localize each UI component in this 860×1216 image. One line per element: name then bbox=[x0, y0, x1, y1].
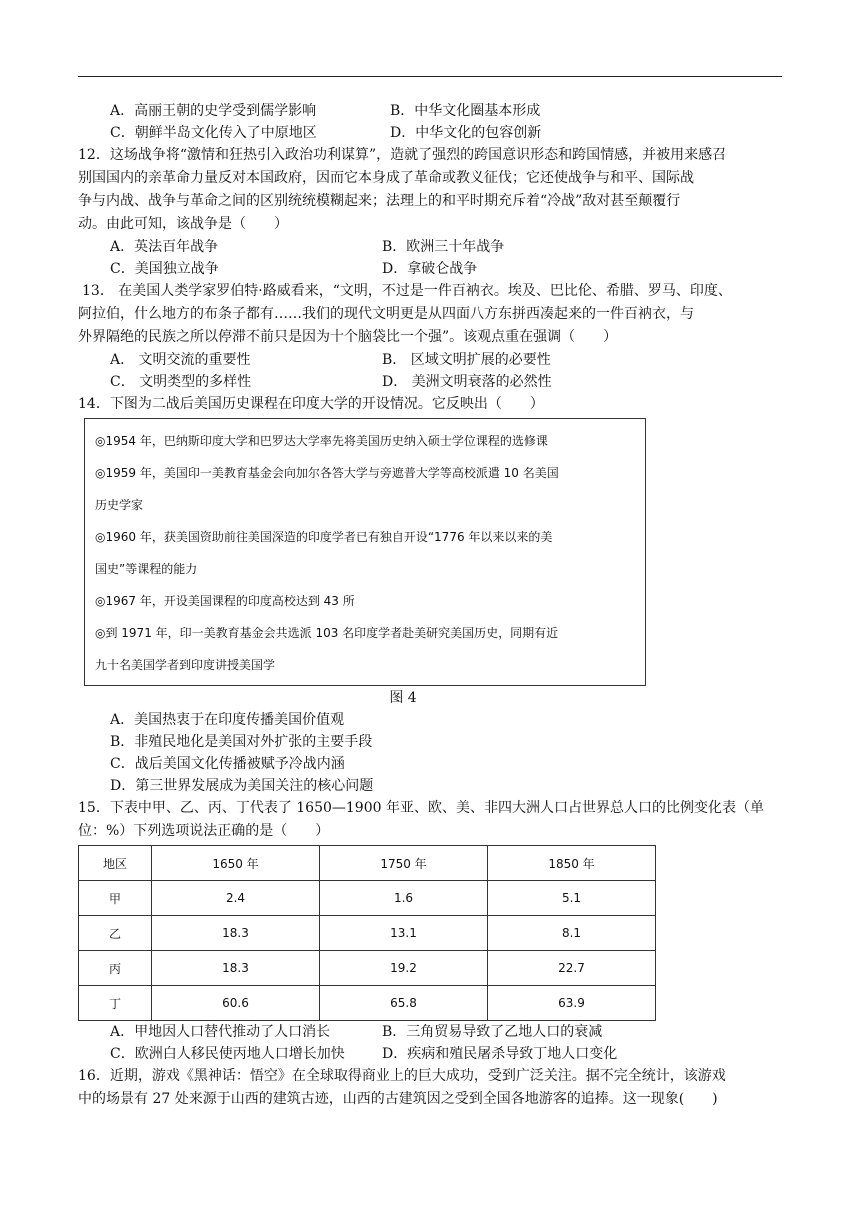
table-row bbox=[79, 881, 656, 916]
table-cell: 2.4 bbox=[152, 881, 320, 916]
header-rule bbox=[78, 76, 782, 77]
table-cell: 18.3 bbox=[152, 916, 320, 951]
question-stem-line: 争与内战、战争与革命之间的区别统统模糊起来；法理上的和平时期充斥着“冷战”敌对甚至颠覆行 bbox=[78, 193, 681, 209]
option-c[interactable]: C．欧洲白人移民使丙地人口增长加快 bbox=[110, 1046, 345, 1062]
figure-caption: 图 4 bbox=[389, 690, 417, 706]
table-header: 1850 年 bbox=[488, 846, 656, 881]
option-c[interactable]: C． 文明类型的多样性 bbox=[110, 374, 252, 390]
table-cell: 丁 bbox=[79, 986, 152, 1021]
question-stem-line: 12．这场战争将“激情和狂热引入政治功利谋算”，造就了强烈的跨国意识形态和跨国情感，并被用来感召 bbox=[78, 147, 727, 163]
table-header: 1750 年 bbox=[320, 846, 488, 881]
option-d[interactable]: D．拿破仑战争 bbox=[382, 261, 478, 277]
question-14 bbox=[78, 393, 792, 797]
box-line: ◎1960 年，获美国资助前往美国深造的印度学者已有独自开设“1776 年以来以来的美 bbox=[95, 530, 553, 544]
option-c[interactable]: C．朝鲜半岛文化传入了中原地区 bbox=[110, 125, 317, 141]
box-line: ◎1967 年，开设美国课程的印度高校达到 43 所 bbox=[95, 594, 355, 608]
options-row bbox=[110, 1043, 792, 1065]
option-b[interactable]: B．中华文化圈基本形成 bbox=[390, 103, 541, 119]
option-d[interactable]: D． 美洲文明衰落的必然性 bbox=[382, 374, 552, 390]
box-line: 九十名美国学者到印度讲授美国学 bbox=[95, 658, 276, 672]
table-cell: 19.2 bbox=[320, 951, 488, 986]
table-cell: 63.9 bbox=[488, 986, 656, 1021]
question-stem-line: 别国国内的亲革命力量反对本国政府，因而它本身成了革命或教义征伐；它还使战争与和平、国际战 bbox=[78, 170, 694, 186]
options-row bbox=[110, 1021, 792, 1043]
option-a[interactable]: A．英法百年战争 bbox=[110, 239, 219, 255]
box-line: 历史学家 bbox=[95, 498, 144, 512]
option-d[interactable]: D．第三世界发展成为美国关注的核心问题 bbox=[110, 778, 374, 794]
box-line: ◎1954 年，巴纳斯印度大学和巴罗达大学率先将美国历史纳入硕士学位课程的选修课 bbox=[95, 434, 548, 448]
option-b[interactable]: B．非殖民地化是美国对外扩张的主要手段 bbox=[110, 734, 373, 750]
question-16 bbox=[78, 1065, 792, 1111]
population-table bbox=[78, 845, 656, 1021]
box-line: ◎到 1971 年，印一美教育基金会共选派 103 名印度学者赴美研究美国历史，同期有近 bbox=[95, 626, 559, 640]
option-b[interactable]: B．三角贸易导致了乙地人口的衰减 bbox=[382, 1024, 603, 1040]
options-row bbox=[110, 100, 792, 122]
question-stem-line: 13． 在美国人类学家罗伯特·路威看来，“文明，不过是一件百衲衣。埃及、巴比伦、希腊、罗马、印度、 bbox=[82, 283, 732, 299]
question-stem: 14．下图为二战后美国历史课程在印度大学的开设情况。它反映出（ ） bbox=[78, 396, 544, 412]
table-header: 1650 年 bbox=[152, 846, 320, 881]
question-stem-line: 位：%）下列选项说法正确的是（ ） bbox=[78, 823, 330, 839]
question-stem-line: 阿拉伯，什么地方的布条子都有……我们的现代文明更是从四面八方东拼西凑起来的一件百衲衣，与 bbox=[78, 306, 694, 322]
question-stem-line: 外界隔绝的民族之所以停滞不前只是因为十个脑袋比一个强”。该观点重在强调（ ） bbox=[78, 329, 618, 345]
question-stem-line: 中的场景有 27 处来源于山西的建筑古迹，山西的古建筑因之受到全国各地游客的追捧。这一现象( ) bbox=[78, 1091, 718, 1107]
option-a[interactable]: A．甲地因人口替代推动了人口消长 bbox=[110, 1024, 331, 1040]
option-a[interactable]: A． 文明交流的重要性 bbox=[110, 352, 251, 368]
options-row bbox=[110, 122, 792, 144]
option-c[interactable]: C．战后美国文化传播被赋予冷战内涵 bbox=[110, 756, 345, 772]
table-cell: 5.1 bbox=[488, 881, 656, 916]
option-d[interactable]: D．疾病和殖民屠杀导致丁地人口变化 bbox=[382, 1046, 618, 1062]
options-row bbox=[110, 236, 792, 258]
question-stem-line: 16．近期，游戏《黑神话：悟空》在全球取得商业上的巨大成功，受到广泛关注。据不完全统计，该游戏 bbox=[78, 1068, 726, 1084]
table-cell: 18.3 bbox=[152, 951, 320, 986]
question-13 bbox=[78, 280, 792, 393]
table-header-row bbox=[79, 846, 656, 881]
question-stem-line: 15．下表中甲、乙、丙、丁代表了 1650—1900 年亚、欧、美、非四大洲人口占世界总人口的比例变化表（单 bbox=[78, 800, 764, 816]
option-b[interactable]: B． 区域文明扩展的必要性 bbox=[382, 352, 551, 368]
question-11 bbox=[102, 100, 792, 144]
box-line: ◎1959 年，美国印一美教育基金会向加尔各答大学与旁遮普大学等高校派遣 10 名美国 bbox=[95, 466, 559, 480]
table-cell: 甲 bbox=[79, 881, 152, 916]
question-15 bbox=[78, 797, 792, 1065]
question-12 bbox=[78, 144, 792, 280]
table-cell: 65.8 bbox=[320, 986, 488, 1021]
table-cell: 8.1 bbox=[488, 916, 656, 951]
options-row bbox=[110, 258, 792, 280]
options-row bbox=[110, 349, 792, 371]
figure-4-box bbox=[84, 418, 646, 686]
box-line: 国史”等课程的能力 bbox=[95, 562, 198, 576]
options-row bbox=[110, 371, 792, 393]
table-cell: 13.1 bbox=[320, 916, 488, 951]
question-stem-line: 动。由此可知，该战争是（ ） bbox=[78, 216, 288, 232]
option-a[interactable]: A．美国热衷于在印度传播美国价值观 bbox=[110, 712, 345, 728]
table-header: 地区 bbox=[79, 846, 152, 881]
option-a[interactable]: A．高丽王朝的史学受到儒学影响 bbox=[110, 103, 317, 119]
table-cell: 1.6 bbox=[320, 881, 488, 916]
option-b[interactable]: B．欧洲三十年战争 bbox=[382, 239, 505, 255]
table-row bbox=[79, 951, 656, 986]
table-cell: 22.7 bbox=[488, 951, 656, 986]
exam-page bbox=[78, 100, 792, 1111]
option-c[interactable]: C．美国独立战争 bbox=[110, 261, 219, 277]
table-row bbox=[79, 916, 656, 951]
table-cell: 60.6 bbox=[152, 986, 320, 1021]
table-row bbox=[79, 986, 656, 1021]
table-cell: 乙 bbox=[79, 916, 152, 951]
option-d[interactable]: D．中华文化的包容创新 bbox=[390, 125, 542, 141]
table-cell: 丙 bbox=[79, 951, 152, 986]
